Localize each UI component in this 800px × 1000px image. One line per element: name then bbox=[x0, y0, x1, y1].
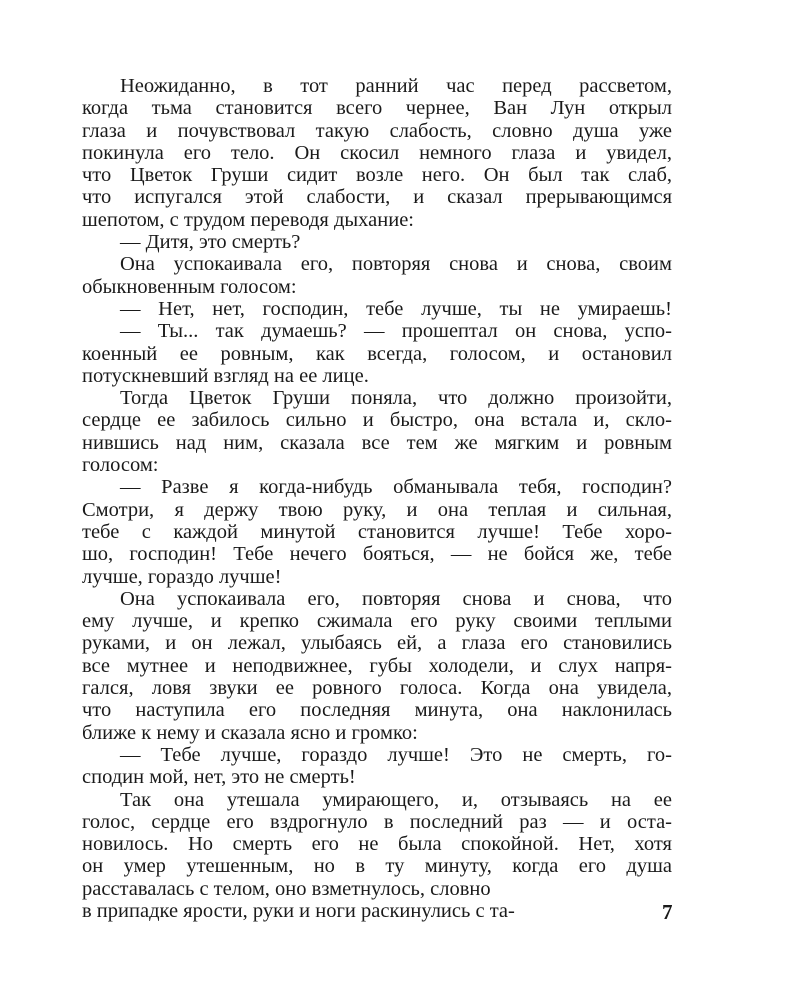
text-line: глаза и почувствовал такую слабость, словно душа уже bbox=[82, 119, 672, 142]
text-line: шепотом, с трудом переводя дыхание: bbox=[82, 208, 414, 231]
text-line: сердце ее забилось сильно и быстро, она встала и, скло- bbox=[82, 409, 672, 432]
text-line: потускневший взгляд на ее лице. bbox=[82, 364, 369, 387]
text-line: обыкновенным голосом: bbox=[82, 275, 297, 298]
text-line: что наступила его последняя минута, она наклонилась bbox=[82, 699, 672, 722]
text-line: Она успокаивала его, повторяя снова и снова, своим bbox=[120, 253, 672, 276]
text-line: лучше, гораздо лучше! bbox=[82, 565, 282, 588]
text-line: тебе с каждой минутой становится лучше! Тебе хоро- bbox=[82, 520, 672, 543]
text-line: голосом: bbox=[82, 454, 159, 477]
text-line: новилось. Но смерть его не была спокойной. Нет, хотя bbox=[82, 833, 672, 856]
page-number: 7 bbox=[662, 900, 673, 924]
text-line: в припадке ярости, руки и ноги раскинулись с та- bbox=[82, 899, 515, 922]
text-line: — Разве я когда-нибудь обманывала тебя, господин? bbox=[120, 476, 672, 499]
text-line: Так она утешала умирающего, и, отзываясь на ее bbox=[120, 788, 672, 811]
text-line: руками, и он лежал, улыбаясь ей, а глаза его становились bbox=[82, 632, 672, 655]
text-line: — Дитя, это смерть? bbox=[120, 231, 301, 254]
text-line: ближе к нему и сказала ясно и громко: bbox=[82, 721, 418, 744]
text-line: коенный ее ровным, как всегда, голосом, и остановил bbox=[82, 342, 672, 365]
text-line: гался, ловя звуки ее ровного голоса. Когда она увидела, bbox=[82, 677, 672, 700]
text-line: когда тьма становится всего чернее, Ван Лун открыл bbox=[82, 97, 672, 120]
text-line: шо, господин! Тебе нечего бояться, — не бойся же, тебе bbox=[82, 543, 672, 566]
text-line: все мутнее и неподвижнее, губы холодели, и слух напря- bbox=[82, 654, 672, 677]
text-line: он умер утешенным, но в ту минуту, когда его душа bbox=[82, 855, 672, 878]
text-line: ему лучше, и крепко сжимала его руку своими теплыми bbox=[82, 610, 672, 633]
text-line: нившись над ним, сказала все тем же мягким и ровным bbox=[82, 431, 672, 454]
text-line: Она успокаивала его, повторяя снова и снова, что bbox=[120, 587, 672, 610]
text-line: что Цветок Груши сидит возле него. Он был так слаб, bbox=[82, 164, 672, 187]
text-line: Тогда Цветок Груши поняла, что должно произойти, bbox=[120, 387, 672, 410]
text-line: — Тебе лучше, гораздо лучше! Это не смерть, го- bbox=[120, 743, 672, 766]
text-line: что испугался этой слабости, и сказал прерывающимся bbox=[82, 186, 672, 209]
text-line: — Ты... так думаешь? — прошептал он снова, успо- bbox=[120, 320, 672, 343]
text-line: Неожиданно, в тот ранний час перед рассветом, bbox=[120, 75, 672, 97]
text-line: голос, сердце его вздрогнуло в последний раз — и оста- bbox=[82, 810, 672, 833]
text-line: расставалась с телом, оно взметнулось, словно bbox=[82, 877, 491, 900]
text-line: сподин мой, нет, это не смерть! bbox=[82, 766, 356, 789]
text-line: Смотри, я держу твою руку, и она теплая и сильная, bbox=[82, 498, 672, 521]
text-line: — Нет, нет, господин, тебе лучше, ты не умираешь! bbox=[120, 297, 672, 320]
text-line: покинула его тело. Он скосил немного глаза и увидел, bbox=[82, 141, 672, 164]
body-text bbox=[82, 75, 672, 922]
